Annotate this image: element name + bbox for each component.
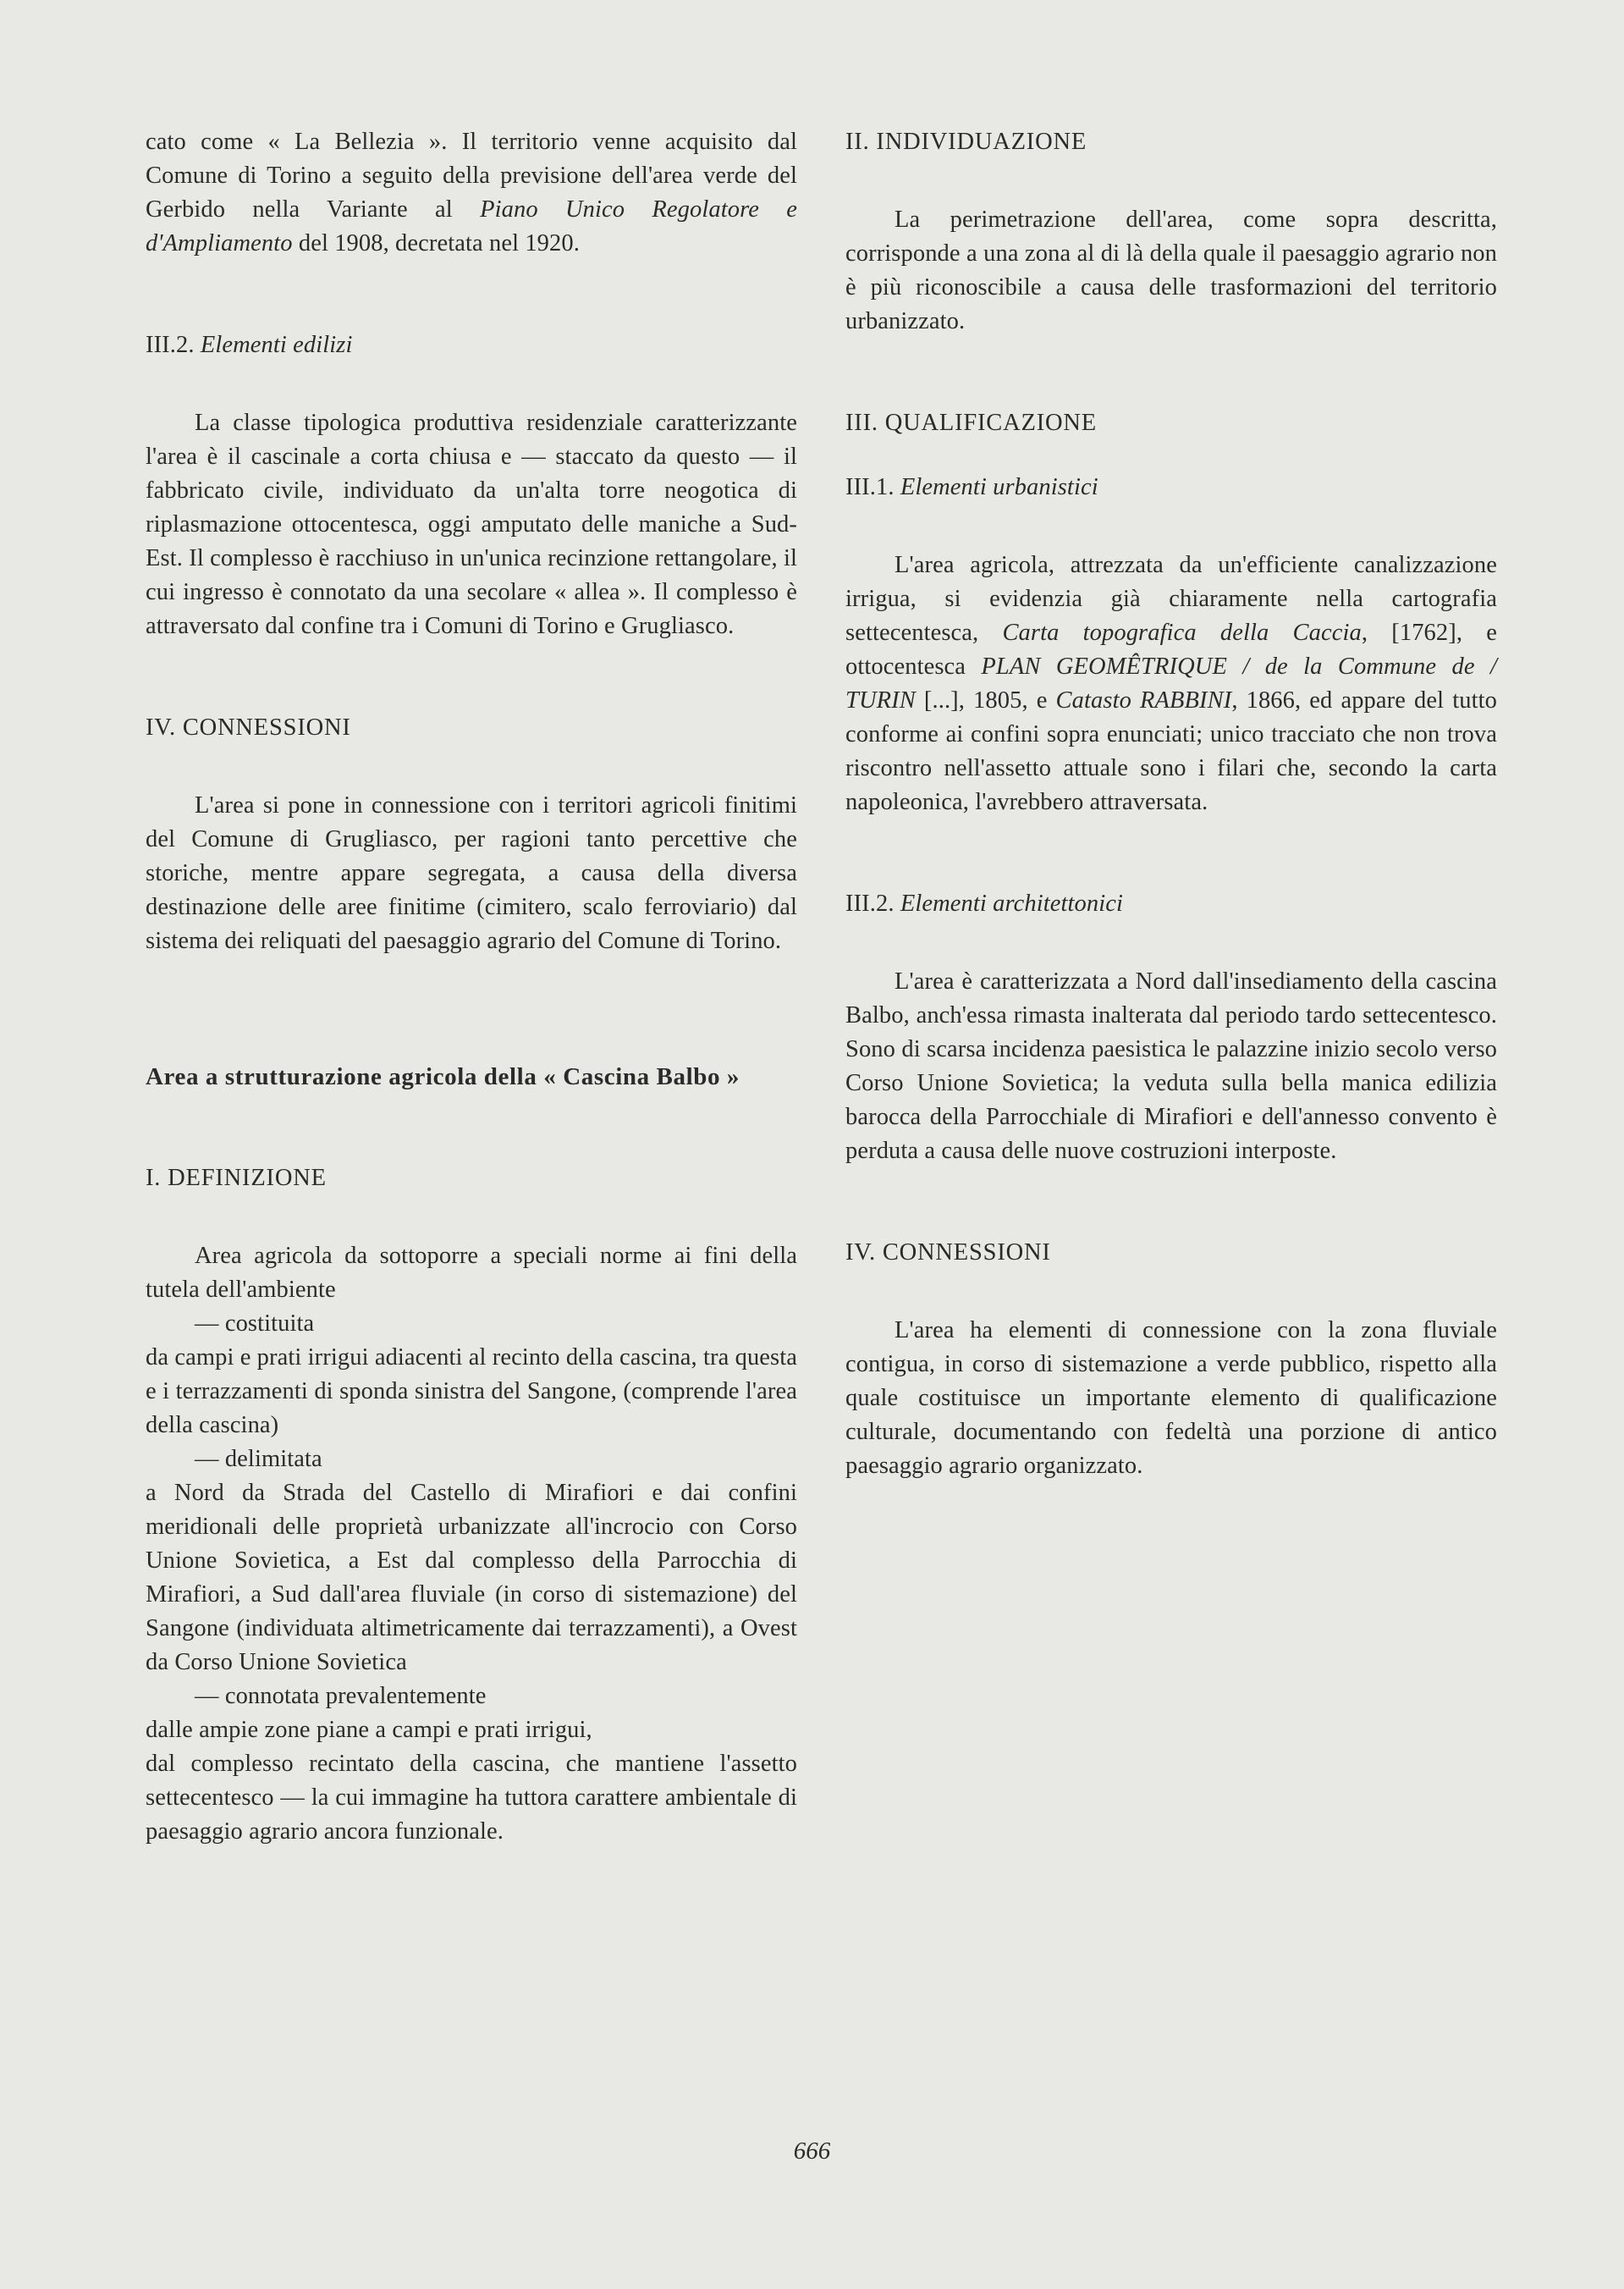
- left-column: [146, 125, 797, 1849]
- map-title: Carta topografica della Caccia: [1002, 620, 1362, 646]
- definition-label-delimitata: — delimitata: [195, 1446, 322, 1472]
- section-heading-qualificazione: III. QUALIFICAZIONE: [845, 410, 1097, 436]
- text: , 1866, ed appare del tutto conforme ai confini sopra enunciati; unico tracciato che non trova riscontro nell'assetto attuale sono i filari che, secondo la carta napoleonica, l'avrebbero attraversata.: [845, 687, 1497, 815]
- section-heading-elementi-urbanistici: [845, 471, 1497, 505]
- definition-intro: Area agricola da sottoporre a speciali norme ai fini della tutela dell'ambiente: [146, 1243, 797, 1303]
- section-heading-elementi-edilizi: [146, 328, 797, 362]
- paragraph-elementi-edilizi: La classe tipologica produttiva residenziale caratterizzante l'area è il cascinale a corta chiusa e — staccato da questo — il fabbricato civile, individuato da un'alta torre neogotica di riplasmazione ottocentesca, oggi amputato delle maniche a Sud-Est. Il complesso è racchiuso in un'unica recinzione rettangolare, il cui ingresso è connotato da una secolare « allea ». Il complesso è attraversato dal confine tra i Comuni di Torino e Grugliasco.: [146, 410, 797, 639]
- paragraph-elementi-urbanistici: [845, 549, 1497, 819]
- heading-number: III.1.: [845, 474, 900, 500]
- map-title: Catasto RABBINI: [1055, 687, 1232, 714]
- plan-title: Piano Unico Regolatore e d'Ampliamento: [146, 196, 797, 256]
- definition-label-connotata: — connotata prevalentemente: [195, 1683, 487, 1709]
- heading-title: Elementi edilizi: [200, 332, 353, 358]
- definition-text-delimitata: a Nord da Strada del Castello di Mirafiori e dai confini meridionali delle proprietà urbanizzate all'incrocio con Corso Unione Sovietica, a Est dal complesso della Parrocchia di Mirafiori, a Sud dall'area fluviale (in corso di sistemazione) del Sangone (individuata altimetricamente dai terrazzamenti), a Ovest da Corso Unione Sovietica: [146, 1480, 797, 1675]
- section-heading-definizione: I. DEFINIZIONE: [146, 1165, 327, 1191]
- text: L'area agricola, attrezzata da un'efficiente canalizzazione irrigua, si evidenzia già chiaramente nella cartografia settecentesca,: [845, 552, 1497, 646]
- area-title: Area a strutturazione agricola della « Cascina Balbo »: [146, 1063, 740, 1090]
- right-column: [845, 125, 1497, 1483]
- paragraph-connessioni: L'area si pone in connessione con i territori agricoli finitimi del Comune di Grugliasco, per ragioni tanto percettive che storiche, mentre appare segregata, a causa della diversa destinazione delle aree finitime (cimitero, scalo ferroviario) dal sistema dei reliquati del paesaggio agrario del Comune di Torino.: [146, 792, 797, 954]
- page-number: 666: [793, 2137, 831, 2165]
- paragraph-individuazione: La perimetrazione dell'area, come sopra descritta, corrisponde a una zona al di là della quale il paesaggio agrario non è più riconoscibile a causa delle trasformazioni del territorio urbanizzato.: [845, 207, 1497, 334]
- text: , [1762], e ottocentesca: [845, 620, 1497, 680]
- section-heading-elementi-architettonici: [845, 887, 1497, 921]
- text: [...], 1805, e: [915, 687, 1056, 714]
- text: del 1908, decretata nel 1920.: [292, 230, 580, 256]
- paragraph-continuation: [146, 125, 797, 261]
- definition-text-connotata-2: dal complesso recintato della cascina, che mantiene l'assetto settecentesco — la cui immagine ha tuttora carattere ambientale di paesaggio agrario ancora funzionale.: [146, 1751, 797, 1845]
- definition-label-costituita: — costituita: [195, 1310, 315, 1337]
- heading-number: III.2.: [845, 891, 900, 917]
- section-heading-individuazione: II. INDIVIDUAZIONE: [845, 129, 1087, 155]
- map-title: PLAN GEOMÊTRIQUE / de la Commune de / TURIN: [845, 654, 1497, 714]
- heading-title: Elementi architettonici: [900, 891, 1124, 917]
- section-heading-connessioni: IV. CONNESSIONI: [146, 714, 351, 741]
- heading-number: III.2.: [146, 332, 201, 358]
- section-heading-connessioni-right: IV. CONNESSIONI: [845, 1239, 1051, 1266]
- text: cato come « La Bellezia ». Il territorio venne acquisito dal Comune di Torino a seguito della previsione dell'area verde del Gerbido nella Variante al: [146, 129, 797, 223]
- paragraph-elementi-architettonici: L'area è caratterizzata a Nord dall'insediamento della cascina Balbo, anch'essa rimasta inalterata dal periodo tardo settecentesco. Sono di scarsa incidenza paesistica le palazzine inizio secolo verso Corso Unione Sovietica; la veduta sulla bella manica edilizia barocca della Parrocchiale di Mirafiori e dell'annesso convento è perduta a causa delle nuove costruzioni interposte.: [845, 968, 1497, 1164]
- heading-title: Elementi urbanistici: [900, 474, 1098, 500]
- definition-text-connotata-1: dalle ampie zone piane a campi e prati irrigui,: [146, 1717, 592, 1743]
- definition-text-costituita: da campi e prati irrigui adiacenti al recinto della cascina, tra questa e i terrazzamenti di sponda sinistra del Sangone, (comprende l'area della cascina): [146, 1344, 797, 1438]
- paragraph-connessioni-right: L'area ha elementi di connessione con la zona fluviale contigua, in corso di sistemazione a verde pubblico, rispetto alla quale costituisce un importante elemento di qualificazione culturale, documentando con fedeltà una porzione di antico paesaggio agrario organizzato.: [845, 1317, 1497, 1479]
